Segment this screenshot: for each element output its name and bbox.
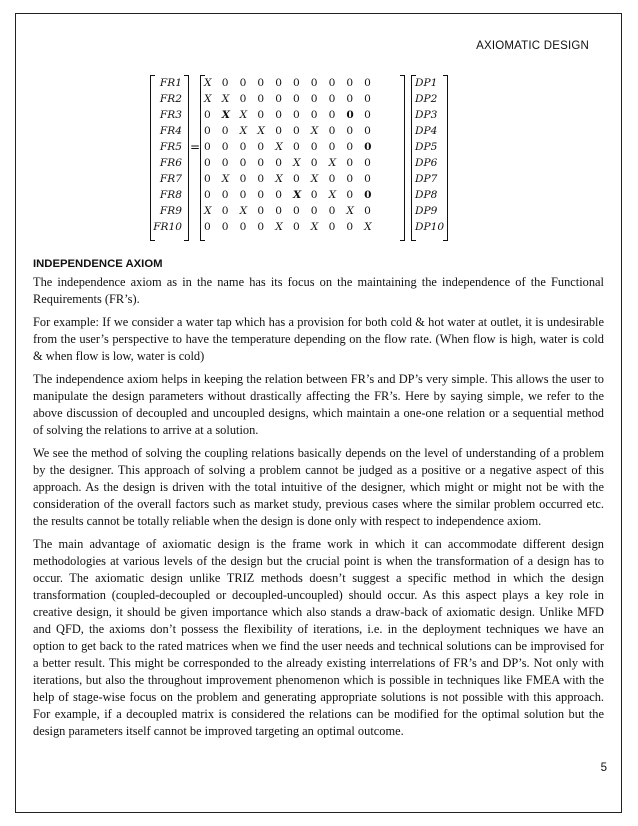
matrix-cell: 0 [310,77,318,89]
matrix-cell: 0 [275,93,282,105]
matrix-cell: 0 [257,221,265,233]
matrix-cell: 0 [292,125,300,137]
matrix-cell: 0 [310,109,318,121]
matrix-cell: 0 [292,109,300,121]
matrix-cell: 0 [346,157,354,169]
matrix-cell: 0 [204,189,211,201]
matrix-cell: 0 [221,221,229,233]
matrix-cell: X [221,109,231,121]
matrix-cell: 0 [257,173,265,185]
matrix-cell: X [221,173,230,185]
fr-label: FR5 [159,141,182,153]
matrix-cell: 0 [221,77,229,89]
matrix-cell: 0 [346,77,354,89]
fr-label: FR8 [159,189,182,201]
matrix-cell: 0 [239,141,247,153]
matrix-cell: 0 [328,77,336,89]
matrix-cell: 0 [275,109,282,121]
matrix-cell: 0 [364,93,371,105]
matrix-cell: X [204,93,212,105]
paragraph-3: The independence axiom helps in keeping the relation between FR’s and DP’s very simple. This allows the user to manipulate the design parameters without drastically affecting the FR’s. Here by saying simple, we refer to the above discussion of decoupled and uncoupled designs, which maintain a one-one relation or a sequential method of solving the relations to arrive at a solution. [33,372,604,437]
matrix-right-bracket [400,75,405,241]
matrix-cell: 0 [346,93,354,105]
fr-right-bracket [184,75,189,241]
matrix-cell: 0 [275,125,282,137]
matrix-row [204,155,382,171]
dp-label: DP8 [415,189,438,201]
dp-label: DP3 [415,109,438,121]
matrix-cell: X [328,189,337,201]
matrix-cell: 0 [204,125,211,137]
matrix-cell: 0 [328,125,336,137]
fr-label: FR1 [159,77,182,89]
fr-vector [148,75,182,235]
matrix-cell: X [310,125,319,137]
matrix-cell: X [221,93,230,105]
matrix-cell: 0 [328,141,336,153]
matrix-cell: 0 [221,157,229,169]
matrix-cell: 0 [239,77,247,89]
matrix-row [204,139,382,155]
matrix-cell: 0 [204,141,211,153]
matrix-cell: 0 [275,77,282,89]
matrix-cell: X [364,221,372,233]
matrix-cell: X [239,205,248,217]
matrix-row [204,187,382,203]
matrix-cell: 0 [346,125,354,137]
matrix-cell: 0 [364,173,371,185]
matrix-cell: X [292,189,302,201]
matrix-row [204,123,382,139]
matrix-row [204,91,382,107]
matrix-cell: 0 [239,189,247,201]
paragraph-5: The main advantage of axiomatic design is the frame work in which it can accommodate different design methodologies at various levels of the design but the crucial point is when the transformation of a design has to occur. The axiomatic design unlike TRIZ methods doesn’t suggest a specific method in which the design transformation (coupled-decoupled or decoupled-uncoupled) should occur. As this aspect plays a key role in creative design, it should be given importance which also stands a draw-back of axiomatic design. Unlike MFD and QFD, the axioms don’t possess the flexibility of iterations, i.e. in the deployment techniques we have an option to get back to the rated matrices when we find the user needs and technical solutions can be improvised for a better result. This might be corresponded to the already existing interrelations of FR’s and DP’s. Not only with iterations, but also the throughout improvement phenomenon which is possible in techniques like FMEA with the help of stage-wise focus on the problem and generating appropriate solutions is not possible with this approach. For example, if a decoupled matrix is considered the relations can be modified for the optimal solution but the design parameters itself cannot be improved targeting an optimal outcome. [33,537,604,738]
matrix-cell: 0 [310,205,318,217]
matrix-cell: X [204,205,212,217]
matrix-cell: 0 [364,109,371,121]
fr-label: FR2 [159,93,182,105]
matrix-cell: 0 [364,189,372,201]
matrix-cell: 0 [221,205,229,217]
matrix-cell: 0 [239,93,247,105]
matrix-cell: 0 [239,221,247,233]
dp-label: DP5 [415,141,438,153]
matrix-cell: 0 [346,221,354,233]
coupling-matrix [204,75,382,235]
matrix-cell: 0 [310,141,318,153]
dp-label: DP4 [415,125,438,137]
matrix-cell: X [257,125,265,137]
matrix-cell: 0 [275,189,282,201]
paragraph-4: We see the method of solving the coupling relations basically depends on the level of understanding of a problem by the designer. This approach of solving a problem cannot be judged as a positive or a negative aspect of this approach. As the design is driven with the total intuitive of the designer, which might or might not be with the consideration of the overall factors such as market study, previous cases where the similar problem occurred etc. the results cannot be totally reliable when the design is done only with respect to independence axiom. [33,446,604,528]
matrix-cell: 0 [257,189,265,201]
matrix-cell: 0 [239,173,247,185]
matrix-cell: 0 [346,141,354,153]
matrix-cell: 0 [292,141,300,153]
fr-label: FR4 [159,125,182,137]
matrix-cell: 0 [346,109,354,121]
matrix-cell: 0 [257,93,265,105]
matrix-cell: 0 [310,189,318,201]
matrix-cell: 0 [364,205,371,217]
matrix-row [204,107,382,123]
matrix-cell: 0 [292,93,300,105]
matrix-cell: 0 [275,157,282,169]
matrix-cell: 0 [204,109,211,121]
fr-label: FR7 [159,173,182,185]
equals-sign: = [190,140,201,154]
matrix-cell: 0 [364,77,371,89]
matrix-cell: 0 [310,93,318,105]
matrix-cell: 0 [292,77,300,89]
matrix-cell: 0 [292,221,300,233]
matrix-cell: 0 [257,205,265,217]
fr-label: FR10 [153,221,182,233]
fr-label: FR6 [159,157,182,169]
matrix-cell: 0 [364,125,371,137]
matrix-cell: 0 [221,141,229,153]
page-number: 5 [600,762,607,774]
matrix-cell: X [310,221,319,233]
matrix-cell: X [239,109,248,121]
dp-label: DP1 [415,77,438,89]
matrix-cell: 0 [257,77,265,89]
paragraph-2: For example: If we consider a water tap which has a provision for both cold & hot water at outlet, it is undesirable from the user’s perspective to have the temperature depending on the flow rate. (When flow is high, water is cold & when flow is low, water is cold) [33,315,604,363]
matrix-cell: 0 [310,157,318,169]
dp-label: DP6 [415,157,438,169]
matrix-cell: 0 [292,205,300,217]
matrix-cell: 0 [275,205,282,217]
matrix-cell: X [239,125,248,137]
matrix-cell: 0 [221,125,229,137]
fr-label: FR3 [159,109,182,121]
matrix-cell: 0 [204,221,211,233]
matrix-cell: X [310,173,319,185]
matrix-cell: 0 [364,157,371,169]
matrix-cell: 0 [257,141,265,153]
dp-label: DP10 [415,221,445,233]
matrix-cell: X [275,221,283,233]
matrix-row [204,203,382,219]
dp-label: DP7 [415,173,438,185]
matrix-cell: 0 [328,173,336,185]
dp-label: DP2 [415,93,438,105]
matrix-cell: 0 [328,93,336,105]
matrix-row [204,171,382,187]
matrix-cell: 0 [257,157,265,169]
matrix-cell: 0 [346,173,354,185]
matrix-cell: X [346,205,354,217]
matrix-cell: 0 [257,109,265,121]
dp-right-bracket [443,75,448,241]
running-header: AXIOMATIC DESIGN [476,40,589,52]
matrix-cell: X [275,141,283,153]
matrix-cell: 0 [328,205,336,217]
matrix-cell: X [204,77,212,89]
matrix-cell: 0 [328,221,336,233]
matrix-cell: 0 [292,173,300,185]
matrix-cell: X [292,157,301,169]
section-title: INDEPENDENCE AXIOM [33,258,163,270]
matrix-cell: 0 [328,109,336,121]
matrix-cell: 0 [204,157,211,169]
matrix-cell: 0 [239,157,247,169]
body-text [33,274,604,746]
dp-label: DP9 [415,205,438,217]
matrix-row [204,219,382,235]
matrix-cell: X [275,173,283,185]
matrix-cell: 0 [221,189,229,201]
matrix-row [204,75,382,91]
fr-label: FR9 [159,205,182,217]
matrix-cell: X [328,157,337,169]
matrix-cell: 0 [204,173,211,185]
paragraph-1: The independence axiom as in the name has its focus on the maintaining the independence of the Functional Requirements (FR’s). [33,275,604,306]
matrix-cell: 0 [364,141,372,153]
matrix-cell: 0 [346,189,354,201]
dp-vector [415,75,444,235]
